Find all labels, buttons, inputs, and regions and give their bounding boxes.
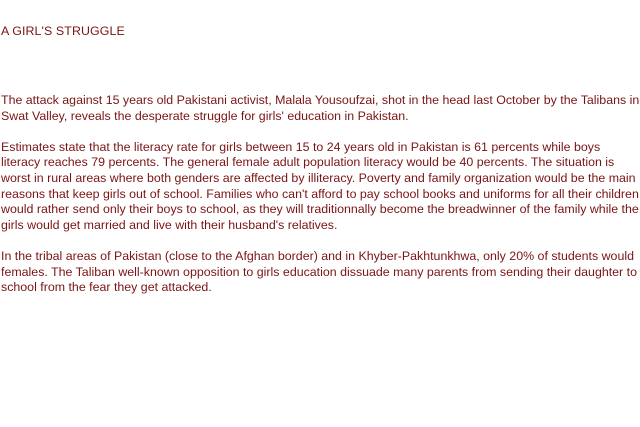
article-body (1, 93, 640, 311)
paragraph-tribal-areas: In the tribal areas of Pakistan (close to the Afghan border) and in Khyber-Pakhtunkhwa, only 20% of students would females. The Taliban well-known opposition to girls education dissuade many parents from sending their daughter to school from the fear they get attacked. (1, 248, 637, 295)
document-title: A GIRL'S STRUGGLE (1, 24, 125, 38)
paragraph-intro: The attack against 15 years old Pakistani activist, Malala Yousoufzai, shot in the head last October by the Talibans in Swat Valley, reveals the desperate struggle for girls' education in Pakistan. (1, 93, 640, 123)
paragraph-literacy-statistics: Estimates state that the literacy rate for girls between 15 to 24 years old in Pakistan is 61 percents while boys literacy reaches 79 percents. The general female adult population literacy would be 40 percents. The situation is worst in rural areas where both genders are affected by illiteracy. Poverty and family organization would be the main reasons that keep girls out of school. Families who can't afford to pay school books and uniforms for all their children would rather send only their boys to school, as they will traditionnally become the breadwinner of the family while the girls would get married and live with their husband's relatives. (1, 139, 639, 232)
